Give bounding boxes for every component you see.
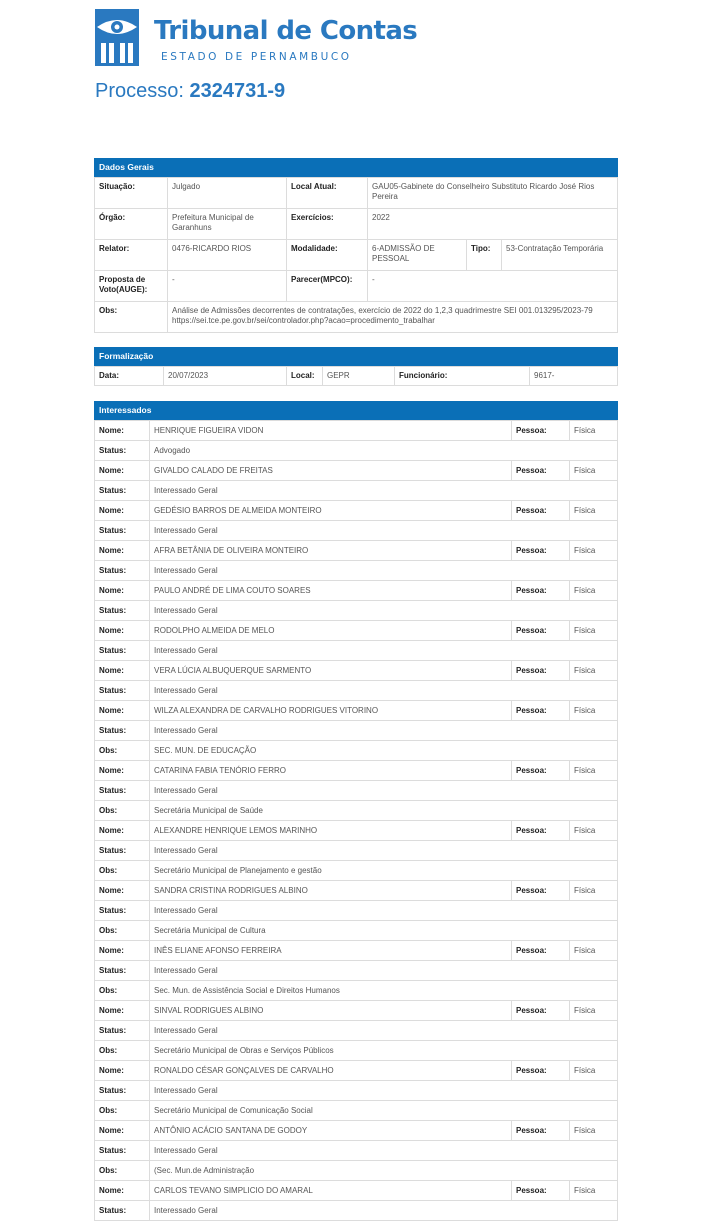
interessado-status: Interessado Geral bbox=[150, 681, 618, 701]
interessado-nome: SANDRA CRISTINA RODRIGUES ALBINO bbox=[150, 881, 512, 901]
interessado-nome-row bbox=[95, 501, 618, 521]
pessoa-label: Pessoa: bbox=[512, 1181, 570, 1201]
status-label: Status: bbox=[95, 1201, 150, 1221]
exercicios-label: Exercícios: bbox=[287, 209, 368, 240]
nome-label: Nome: bbox=[95, 701, 150, 721]
pessoa-label: Pessoa: bbox=[512, 461, 570, 481]
interessado-nome-row bbox=[95, 701, 618, 721]
interessado-obs-row bbox=[95, 921, 618, 941]
interessado-nome-row bbox=[95, 941, 618, 961]
nome-label: Nome: bbox=[95, 881, 150, 901]
orgao-value: Prefeitura Municipal de Garanhuns bbox=[168, 209, 287, 240]
interessado-status-row bbox=[95, 681, 618, 701]
interessado-status-row bbox=[95, 601, 618, 621]
interessado-obs: (Sec. Mun.de Administração bbox=[150, 1161, 618, 1181]
funcionario-label: Funcionário: bbox=[395, 367, 530, 386]
interessado-status: Interessado Geral bbox=[150, 901, 618, 921]
interessado-obs-row bbox=[95, 1161, 618, 1181]
interessado-nome: ALEXANDRE HENRIQUE LEMOS MARINHO bbox=[150, 821, 512, 841]
interessado-pessoa: Física bbox=[570, 461, 618, 481]
nome-label: Nome: bbox=[95, 421, 150, 441]
nome-label: Nome: bbox=[95, 1061, 150, 1081]
interessado-status: Interessado Geral bbox=[150, 961, 618, 981]
interessado-status-row bbox=[95, 481, 618, 501]
interessado-nome-row bbox=[95, 761, 618, 781]
interessado-obs: Secretária Municipal de Saúde bbox=[150, 801, 618, 821]
status-label: Status: bbox=[95, 1081, 150, 1101]
interessado-obs-row bbox=[95, 1101, 618, 1121]
interessado-status-row bbox=[95, 641, 618, 661]
interessado-pessoa: Física bbox=[570, 881, 618, 901]
orgao-label: Órgão: bbox=[95, 209, 168, 240]
interessado-status-row bbox=[95, 841, 618, 861]
processo-label: Processo: bbox=[95, 80, 184, 102]
interessado-pessoa: Física bbox=[570, 1061, 618, 1081]
interessado-status: Interessado Geral bbox=[150, 781, 618, 801]
interessado-obs-row bbox=[95, 1041, 618, 1061]
status-label: Status: bbox=[95, 441, 150, 461]
interessado-obs-row bbox=[95, 981, 618, 1001]
form-local-label: Local: bbox=[287, 367, 323, 386]
pessoa-label: Pessoa: bbox=[512, 1001, 570, 1021]
nome-label: Nome: bbox=[95, 661, 150, 681]
nome-label: Nome: bbox=[95, 1121, 150, 1141]
pessoa-label: Pessoa: bbox=[512, 661, 570, 681]
interessado-nome: RONALDO CÉSAR GONÇALVES DE CARVALHO bbox=[150, 1061, 512, 1081]
pessoa-label: Pessoa: bbox=[512, 761, 570, 781]
interessado-obs: Secretário Municipal de Planejamento e gestão bbox=[150, 861, 618, 881]
interessado-obs: Sec. Mun. de Assistência Social e Direitos Humanos bbox=[150, 981, 618, 1001]
local-atual-value: GAU05-Gabinete do Conselheiro Substituto Ricardo José Rios Pereira bbox=[368, 178, 618, 209]
interessado-nome: HENRIQUE FIGUEIRA VIDON bbox=[150, 421, 512, 441]
interessado-nome: VERA LÚCIA ALBUQUERQUE SARMENTO bbox=[150, 661, 512, 681]
data-label: Data: bbox=[95, 367, 164, 386]
interessado-nome-row bbox=[95, 621, 618, 641]
relator-label: Relator: bbox=[95, 240, 168, 271]
interessado-status: Interessado Geral bbox=[150, 1141, 618, 1161]
interessado-status: Interessado Geral bbox=[150, 561, 618, 581]
interessado-status-row bbox=[95, 1141, 618, 1161]
proposta-value: - bbox=[168, 271, 287, 302]
interessado-status: Interessado Geral bbox=[150, 601, 618, 621]
interessado-pessoa: Física bbox=[570, 821, 618, 841]
nome-label: Nome: bbox=[95, 621, 150, 641]
interessado-status-row bbox=[95, 781, 618, 801]
nome-label: Nome: bbox=[95, 581, 150, 601]
dados-gerais-header: Dados Gerais bbox=[94, 158, 618, 177]
formalizacao-table bbox=[94, 366, 618, 386]
interessado-nome: AFRA BETÂNIA DE OLIVEIRA MONTEIRO bbox=[150, 541, 512, 561]
nome-label: Nome: bbox=[95, 1181, 150, 1201]
interessado-nome-row bbox=[95, 1121, 618, 1141]
tipo-value: 53-Contratação Temporária bbox=[502, 240, 618, 271]
pessoa-label: Pessoa: bbox=[512, 501, 570, 521]
interessados-body bbox=[95, 421, 618, 1221]
nome-label: Nome: bbox=[95, 761, 150, 781]
interessado-nome-row bbox=[95, 581, 618, 601]
nome-label: Nome: bbox=[95, 941, 150, 961]
interessado-status-row bbox=[95, 721, 618, 741]
interessado-nome-row bbox=[95, 1061, 618, 1081]
interessados-table bbox=[94, 420, 618, 1221]
form-local-value: GEPR bbox=[323, 367, 395, 386]
nome-label: Nome: bbox=[95, 461, 150, 481]
interessado-obs-row bbox=[95, 801, 618, 821]
interessado-pessoa: Física bbox=[570, 501, 618, 521]
obs-label: Obs: bbox=[95, 921, 150, 941]
interessado-pessoa: Física bbox=[570, 761, 618, 781]
logo-title: Tribunal de Contas bbox=[154, 16, 418, 46]
pessoa-label: Pessoa: bbox=[512, 581, 570, 601]
local-atual-label: Local Atual: bbox=[287, 178, 368, 209]
interessado-nome: ANTÔNIO ACÁCIO SANTANA DE GODOY bbox=[150, 1121, 512, 1141]
formalizacao-panel bbox=[94, 347, 618, 386]
interessado-nome-row bbox=[95, 541, 618, 561]
status-label: Status: bbox=[95, 561, 150, 581]
interessado-status: Interessado Geral bbox=[150, 641, 618, 661]
status-label: Status: bbox=[95, 841, 150, 861]
interessado-pessoa: Física bbox=[570, 621, 618, 641]
interessado-pessoa: Física bbox=[570, 541, 618, 561]
status-label: Status: bbox=[95, 901, 150, 921]
status-label: Status: bbox=[95, 721, 150, 741]
status-label: Status: bbox=[95, 1021, 150, 1041]
obs-label: Obs: bbox=[95, 302, 168, 333]
eye-shield-icon bbox=[95, 9, 139, 66]
interessado-nome: RODOLPHO ALMEIDA DE MELO bbox=[150, 621, 512, 641]
interessado-status-row bbox=[95, 521, 618, 541]
status-label: Status: bbox=[95, 781, 150, 801]
interessado-status: Interessado Geral bbox=[150, 1201, 618, 1221]
interessado-pessoa: Física bbox=[570, 661, 618, 681]
nome-label: Nome: bbox=[95, 1001, 150, 1021]
situacao-label: Situação: bbox=[95, 178, 168, 209]
status-label: Status: bbox=[95, 601, 150, 621]
interessado-status-row bbox=[95, 1021, 618, 1041]
obs-value: Análise de Admissões decorrentes de contratações, exercício de 2022 do 1,2,3 quadrimestre SEI 001.013295/2023-79 https://sei.tce.pe.gov.br/sei/controlador.php?acao=procedimento_trabalhar bbox=[168, 302, 618, 333]
status-label: Status: bbox=[95, 961, 150, 981]
modalidade-label: Modalidade: bbox=[287, 240, 368, 271]
interessado-status: Interessado Geral bbox=[150, 521, 618, 541]
pessoa-label: Pessoa: bbox=[512, 1121, 570, 1141]
interessado-nome-row bbox=[95, 661, 618, 681]
tce-logo bbox=[95, 9, 418, 69]
status-label: Status: bbox=[95, 1141, 150, 1161]
obs-label: Obs: bbox=[95, 741, 150, 761]
interessado-nome-row bbox=[95, 1001, 618, 1021]
interessado-status-row bbox=[95, 901, 618, 921]
interessado-pessoa: Física bbox=[570, 1121, 618, 1141]
interessado-pessoa: Física bbox=[570, 1181, 618, 1201]
interessado-nome: CATARINA FABIA TENÓRIO FERRO bbox=[150, 761, 512, 781]
interessado-nome: GEDÉSIO BARROS DE ALMEIDA MONTEIRO bbox=[150, 501, 512, 521]
nome-label: Nome: bbox=[95, 541, 150, 561]
data-value: 20/07/2023 bbox=[164, 367, 287, 386]
pessoa-label: Pessoa: bbox=[512, 881, 570, 901]
status-label: Status: bbox=[95, 481, 150, 501]
pessoa-label: Pessoa: bbox=[512, 821, 570, 841]
interessados-panel bbox=[94, 401, 618, 1221]
interessado-status-row bbox=[95, 1081, 618, 1101]
processo-number: 2324731-9 bbox=[189, 80, 286, 102]
pessoa-label: Pessoa: bbox=[512, 941, 570, 961]
pessoa-label: Pessoa: bbox=[512, 1061, 570, 1081]
dados-gerais-panel bbox=[94, 158, 618, 333]
obs-label: Obs: bbox=[95, 1161, 150, 1181]
nome-label: Nome: bbox=[95, 821, 150, 841]
interessado-pessoa: Física bbox=[570, 421, 618, 441]
interessado-obs: SEC. MUN. DE EDUCAÇÃO bbox=[150, 741, 618, 761]
interessado-nome: PAULO ANDRÉ DE LIMA COUTO SOARES bbox=[150, 581, 512, 601]
interessado-nome-row bbox=[95, 421, 618, 441]
interessado-nome: INÊS ELIANE AFONSO FERREIRA bbox=[150, 941, 512, 961]
interessado-pessoa: Física bbox=[570, 941, 618, 961]
tipo-label: Tipo: bbox=[467, 240, 502, 271]
pessoa-label: Pessoa: bbox=[512, 701, 570, 721]
obs-label: Obs: bbox=[95, 981, 150, 1001]
interessado-status: Interessado Geral bbox=[150, 841, 618, 861]
formalizacao-header: Formalização bbox=[94, 347, 618, 366]
interessado-status: Interessado Geral bbox=[150, 1021, 618, 1041]
dados-gerais-table bbox=[94, 177, 618, 333]
parecer-label: Parecer(MPCO): bbox=[287, 271, 368, 302]
status-label: Status: bbox=[95, 681, 150, 701]
interessado-nome: GIVALDO CALADO DE FREITAS bbox=[150, 461, 512, 481]
interessado-obs: Secretário Municipal de Comunicação Social bbox=[150, 1101, 618, 1121]
pessoa-label: Pessoa: bbox=[512, 541, 570, 561]
nome-label: Nome: bbox=[95, 501, 150, 521]
interessado-obs: Secretária Municipal de Cultura bbox=[150, 921, 618, 941]
logo-subtitle: ESTADO DE PERNAMBUCO bbox=[161, 51, 352, 63]
interessado-status: Advogado bbox=[150, 441, 618, 461]
obs-label: Obs: bbox=[95, 1041, 150, 1061]
interessado-nome-row bbox=[95, 461, 618, 481]
interessado-status: Interessado Geral bbox=[150, 721, 618, 741]
proposta-label: Proposta de Voto(AUGE): bbox=[95, 271, 168, 302]
interessado-pessoa: Física bbox=[570, 1001, 618, 1021]
interessado-nome: SINVAL RODRIGUES ALBINO bbox=[150, 1001, 512, 1021]
interessado-status: Interessado Geral bbox=[150, 481, 618, 501]
interessado-nome: WILZA ALEXANDRA DE CARVALHO RODRIGUES VITORINO bbox=[150, 701, 512, 721]
interessados-header: Interessados bbox=[94, 401, 618, 420]
interessado-nome: CARLOS TEVANO SIMPLICIO DO AMARAL bbox=[150, 1181, 512, 1201]
exercicios-value: 2022 bbox=[368, 209, 618, 240]
interessado-nome-row bbox=[95, 1181, 618, 1201]
interessado-obs-row bbox=[95, 741, 618, 761]
page-title bbox=[95, 80, 285, 103]
interessado-status-row bbox=[95, 1201, 618, 1221]
interessado-nome-row bbox=[95, 821, 618, 841]
status-label: Status: bbox=[95, 521, 150, 541]
obs-label: Obs: bbox=[95, 801, 150, 821]
pessoa-label: Pessoa: bbox=[512, 421, 570, 441]
interessado-obs: Secretário Municipal de Obras e Serviços Públicos bbox=[150, 1041, 618, 1061]
status-label: Status: bbox=[95, 641, 150, 661]
interessado-status: Interessado Geral bbox=[150, 1081, 618, 1101]
interessado-nome-row bbox=[95, 881, 618, 901]
parecer-value: - bbox=[368, 271, 618, 302]
relator-value: 0476-RICARDO RIOS bbox=[168, 240, 287, 271]
interessado-pessoa: Física bbox=[570, 581, 618, 601]
situacao-value: Julgado bbox=[168, 178, 287, 209]
interessado-pessoa: Física bbox=[570, 701, 618, 721]
interessado-status-row bbox=[95, 561, 618, 581]
funcionario-value: 9617- bbox=[530, 367, 618, 386]
obs-label: Obs: bbox=[95, 1101, 150, 1121]
modalidade-value: 6-ADMISSÃO DE PESSOAL bbox=[368, 240, 467, 271]
pessoa-label: Pessoa: bbox=[512, 621, 570, 641]
interessado-status-row bbox=[95, 961, 618, 981]
obs-label: Obs: bbox=[95, 861, 150, 881]
interessado-status-row bbox=[95, 441, 618, 461]
interessado-obs-row bbox=[95, 861, 618, 881]
